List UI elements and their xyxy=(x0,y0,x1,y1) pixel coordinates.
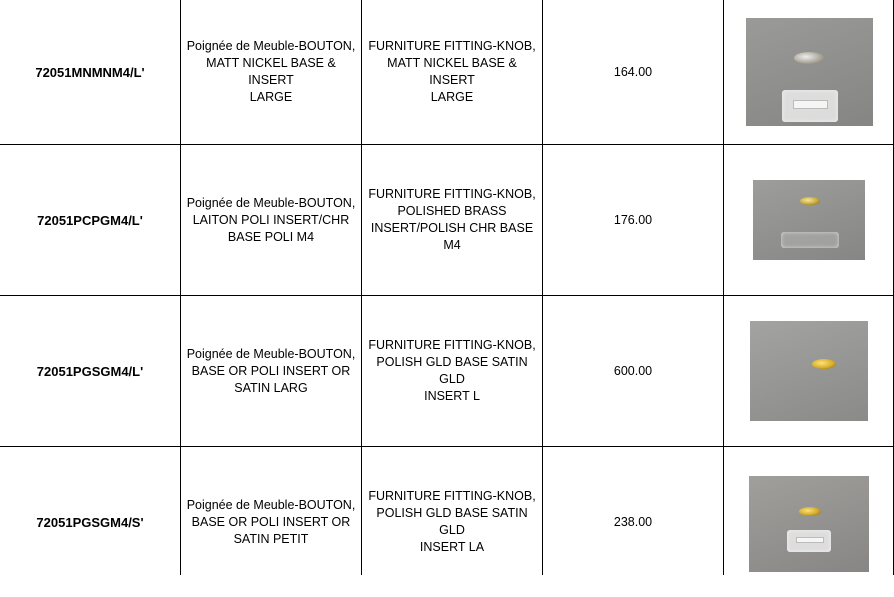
product-code: 72051PCPGM4/L' xyxy=(37,212,143,228)
description-fr xyxy=(181,0,361,147)
product-image-cell xyxy=(724,0,894,147)
table-row xyxy=(0,0,894,147)
packaging-bag-image xyxy=(782,90,838,122)
packaging-bag-image xyxy=(787,530,831,552)
description-en-line: FURNITURE FITTING-KNOB, xyxy=(368,489,536,503)
description-en-line: MATT NICKEL BASE & INSERT xyxy=(387,56,517,87)
knob-image xyxy=(799,507,821,516)
description-fr-line: MATT NICKEL BASE & INSERT xyxy=(206,56,336,87)
product-code: 72051PGSGM4/S' xyxy=(36,514,144,530)
price: 176.00 xyxy=(613,212,653,227)
knob-image xyxy=(794,52,824,64)
description-fr-line: BASE OR POLI INSERT OR xyxy=(191,514,351,529)
description-en xyxy=(362,0,542,147)
table-row xyxy=(0,145,894,295)
product-photo xyxy=(753,180,865,260)
description-fr-line: SATIN LARG xyxy=(234,380,308,395)
price: 238.00 xyxy=(613,514,653,529)
description-fr-line: LARGE xyxy=(249,90,293,104)
description-fr-line: BASE OR POLI INSERT OR xyxy=(191,363,351,378)
description-fr-line: Poignée de Meuble-BOUTON, xyxy=(186,346,356,361)
product-image-cell xyxy=(724,296,894,446)
packaging-bag-image xyxy=(781,232,839,248)
description-en xyxy=(362,296,542,446)
product-code: 72051PGSGM4/L' xyxy=(36,363,144,379)
description-fr-line: Poignée de Meuble-BOUTON, xyxy=(186,39,356,53)
description-fr xyxy=(181,296,361,446)
description-fr-line: BASE POLI M4 xyxy=(227,229,315,244)
description-fr-line: SATIN PETIT xyxy=(233,531,309,546)
description-en-line: INSERT/POLISH CHR BASE M4 xyxy=(370,221,534,252)
description-en-line: FURNITURE FITTING-KNOB, xyxy=(368,39,536,53)
description-fr-line: Poignée de Meuble-BOUTON, xyxy=(186,497,356,512)
description-fr-line: Poignée de Meuble-BOUTON, xyxy=(186,195,356,210)
knob-image xyxy=(812,359,836,369)
knob-image xyxy=(800,197,820,205)
description-en-line: INSERT LA xyxy=(419,540,485,554)
description-en-line: LARGE xyxy=(430,90,474,104)
description-en-line: POLISH GLD BASE SATIN GLD xyxy=(376,355,528,386)
description-en-line: FURNITURE FITTING-KNOB, xyxy=(368,338,536,352)
product-photo xyxy=(749,476,869,572)
product-code: 72051MNMNM4/L' xyxy=(35,64,145,80)
description-en-line: INSERT L xyxy=(424,389,480,403)
description-en xyxy=(362,145,542,295)
description-en-line: POLISH GLD BASE SATIN GLD xyxy=(376,506,528,537)
description-en-line: POLISHED BRASS xyxy=(397,204,507,218)
description-fr xyxy=(181,145,361,295)
product-image-cell xyxy=(724,145,894,295)
description-en-line: FURNITURE FITTING-KNOB, xyxy=(368,187,536,201)
table-row xyxy=(0,296,894,446)
product-photo xyxy=(750,321,868,421)
product-photo xyxy=(746,18,873,126)
price: 164.00 xyxy=(613,64,653,79)
description-fr-line: LAITON POLI INSERT/CHR xyxy=(192,212,350,227)
price: 600.00 xyxy=(613,363,653,378)
